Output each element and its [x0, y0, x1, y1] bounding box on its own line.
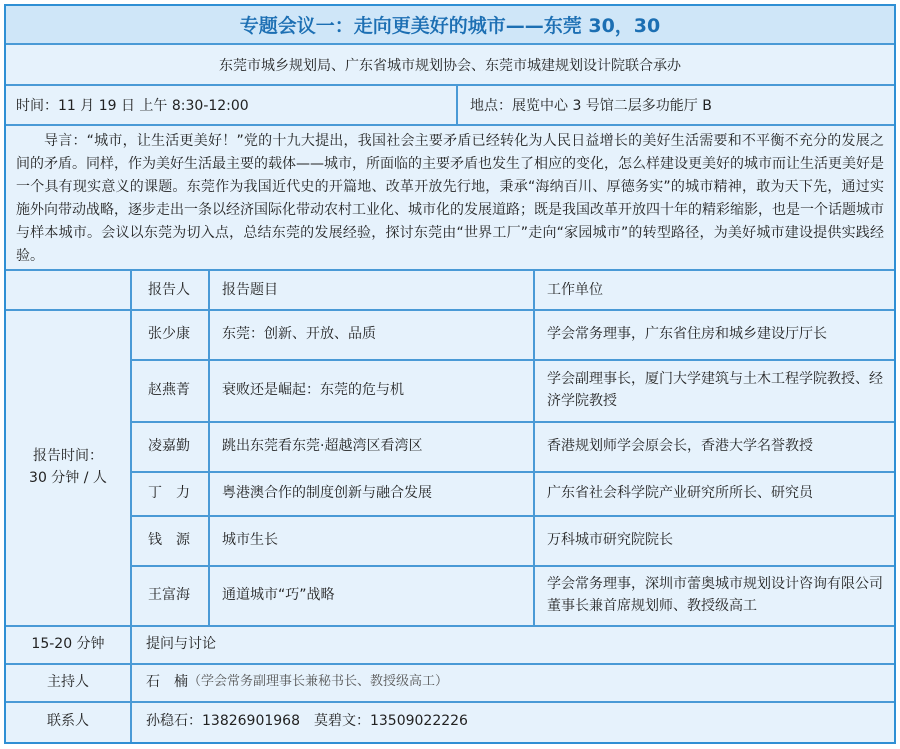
- report-topic: 通道城市“巧”战略: [222, 587, 335, 603]
- speaker-affiliation: 广东省社会科学院产业研究所所长、研究员: [547, 485, 813, 501]
- speaker-table: [6, 271, 894, 742]
- column-divider: [533, 271, 535, 625]
- column-divider: [208, 271, 210, 625]
- speaker-affiliation: 学会常务理事，广东省住房和城乡建设厅厅长: [547, 326, 827, 342]
- host-label: 主持人: [47, 674, 89, 690]
- row-divider: [6, 663, 894, 665]
- host-name: 石 楠: [146, 674, 188, 690]
- report-time-line1: 报告时间：: [33, 448, 103, 464]
- time-place-row: [6, 86, 894, 126]
- report-topic: 衰败还是崛起：东莞的危与机: [222, 382, 404, 398]
- discussion-label: 提问与讨论: [146, 636, 216, 652]
- speaker-name: 钱 源: [148, 532, 190, 548]
- contact-value: 孙稳石：13826901968 莫碧文：13509022226: [146, 713, 468, 729]
- speaker-affiliation: 学会副理事长，厦门大学建筑与土木工程学院教授、经济学院教授: [547, 371, 883, 409]
- introduction: [6, 126, 894, 271]
- speaker-name: 张少康: [148, 326, 190, 342]
- column-divider: [130, 271, 132, 742]
- header-speaker: 报告人: [148, 282, 190, 298]
- speaker-name: 赵燕菁: [148, 382, 190, 398]
- speaker-affiliation: 学会常务理事，深圳市蕾奥城市规划设计咨询有限公司董事长兼首席规划师、教授级高工: [547, 576, 883, 614]
- row-divider: [130, 515, 894, 517]
- speaker-name: 凌嘉勤: [148, 438, 190, 454]
- session-sheet: [4, 4, 896, 744]
- row-divider: [130, 565, 894, 567]
- report-time-label: [6, 309, 130, 625]
- header-topic: 报告题目: [222, 282, 278, 298]
- host-info: [146, 663, 886, 701]
- row-divider: [6, 701, 894, 703]
- row-divider: [6, 625, 894, 627]
- contact-label: 联系人: [47, 713, 89, 729]
- row-divider: [130, 421, 894, 423]
- row-divider: [6, 309, 894, 311]
- host-title: （学会常务副理事长兼秘书长、教授级高工）: [188, 674, 449, 689]
- report-topic: 东莞：创新、开放、品质: [222, 326, 376, 342]
- report-topic: 跳出东莞看东莞·超越湾区看湾区: [222, 438, 423, 454]
- row-divider: [130, 359, 894, 361]
- speaker-affiliation: 万科城市研究院院长: [547, 532, 673, 548]
- row-divider: [130, 471, 894, 473]
- divider: [456, 86, 458, 124]
- speaker-affiliation: 香港规划师学会原会长，香港大学名誉教授: [547, 438, 813, 454]
- session-title: 专题会议一：走向更美好的城市——东莞 30，30: [6, 6, 894, 45]
- speaker-name: 丁 力: [148, 485, 190, 501]
- session-place: 地点：展览中心 3 号馆二层多功能厅 B: [470, 98, 712, 114]
- report-topic: 城市生长: [222, 532, 278, 548]
- organizer-line: 东莞市城乡规划局、广东省城市规划协会、东莞市城建规划设计院联合承办: [6, 45, 894, 86]
- speaker-name: 王富海: [148, 587, 190, 603]
- session-time: 时间：11 月 19 日 上午 8:30-12:00: [16, 98, 249, 114]
- discussion-time: 15-20 分钟: [31, 636, 105, 652]
- introduction-text: 导言：“城市，让生活更美好！”党的十九大提出，我国社会主要矛盾已经转化为人民日益增长的美好生活需要和不平衡不充分的发展之间的矛盾。同样，作为美好生活最主要的载体——城市，所面临的主要矛盾也发生了相应的变化，怎么样建设更美好的城市而让生活更美好是一个具有现实意义的课题。东莞作为我国近代史的开篇地、改革开放先行地，秉承“海纳百川、厚德务实”的城市精神，敢为天下先，通过实施外向带动战略，逐步走出一条以经济国际化带动农村工业化、城市化的发展道路；既是我国改革开放四十年的精彩缩影，也是一个话题城市与样本城市。会议以东莞为切入点，总结东莞的发展经验，探讨东莞由“世界工厂”走向“家园城市”的转型路径，为美好城市建设提供实践经验。: [16, 133, 884, 264]
- report-topic: 粤港澳合作的制度创新与融合发展: [222, 485, 432, 501]
- header-affiliation: 工作单位: [547, 282, 603, 298]
- report-time-line2: 30 分钟 / 人: [29, 470, 107, 486]
